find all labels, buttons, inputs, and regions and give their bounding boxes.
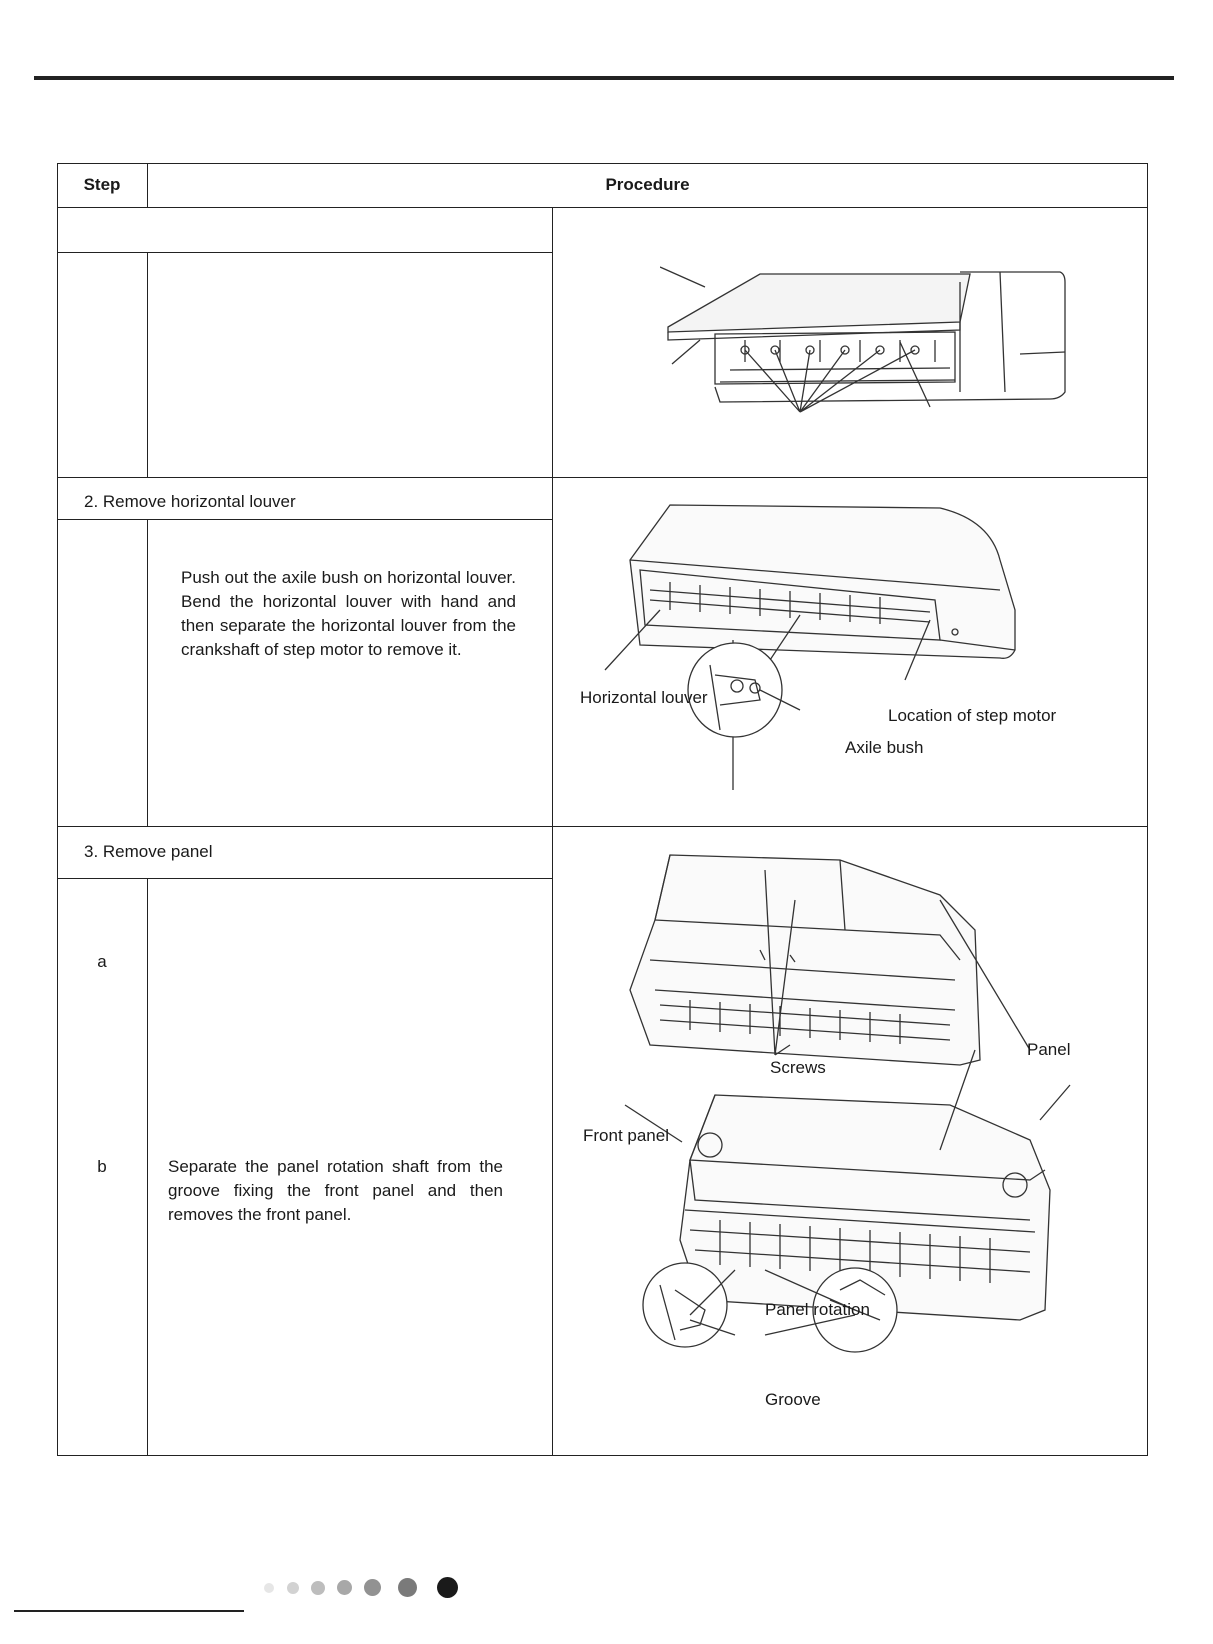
louver-instructions: Push out the axile bush on horizontal louver. Bend the horizontal louver with hand and then separate the horizontal louver from the crankshaft of step motor to remove it. xyxy=(181,568,516,659)
header-step: Step xyxy=(83,175,121,194)
section2-title-divider xyxy=(57,519,552,520)
panel-instructions: Separate the panel rotation shaft from the groove fixing the front panel and then removes the front panel. xyxy=(168,1157,503,1224)
header-rule xyxy=(34,76,1174,80)
step-column-divider xyxy=(147,252,148,477)
step-column-divider xyxy=(147,519,148,826)
section3-title-divider xyxy=(57,878,552,879)
page-dot xyxy=(437,1577,458,1598)
header-procedure: Procedure xyxy=(605,175,690,194)
section-divider xyxy=(57,826,1148,827)
section-title-remove-louver: 2. Remove horizontal louver xyxy=(84,492,296,511)
label-panel: Panel xyxy=(1027,1040,1071,1059)
step-label-a: a xyxy=(97,952,107,971)
page-dot xyxy=(264,1583,274,1593)
page-dot xyxy=(311,1581,325,1595)
figure-column-divider xyxy=(552,207,553,1456)
label-screws: Screws xyxy=(770,1058,826,1077)
label-groove: Groove xyxy=(765,1390,821,1409)
label-horizontal-louver: Horizontal louver xyxy=(580,688,708,707)
step-column-divider xyxy=(147,878,148,1456)
label-step-motor: Location of step motor xyxy=(888,706,1057,725)
label-front-panel: Front panel xyxy=(583,1126,669,1145)
page-dot xyxy=(398,1578,417,1597)
page-dot xyxy=(287,1582,299,1594)
page-dot xyxy=(364,1579,381,1596)
label-panel-rotation: Panel rotation xyxy=(765,1300,870,1319)
section1-title-divider xyxy=(57,252,552,253)
step-label-b: b xyxy=(97,1157,107,1176)
open-panel-diagram xyxy=(660,262,1075,427)
footer-rule xyxy=(14,1610,244,1612)
label-axile-bush: Axile bush xyxy=(845,738,924,757)
louver-diagram xyxy=(560,500,1040,790)
section-title-remove-panel: 3. Remove panel xyxy=(84,842,213,861)
section-divider xyxy=(57,477,1148,478)
header-divider xyxy=(57,207,1148,208)
page-dot xyxy=(337,1580,352,1595)
